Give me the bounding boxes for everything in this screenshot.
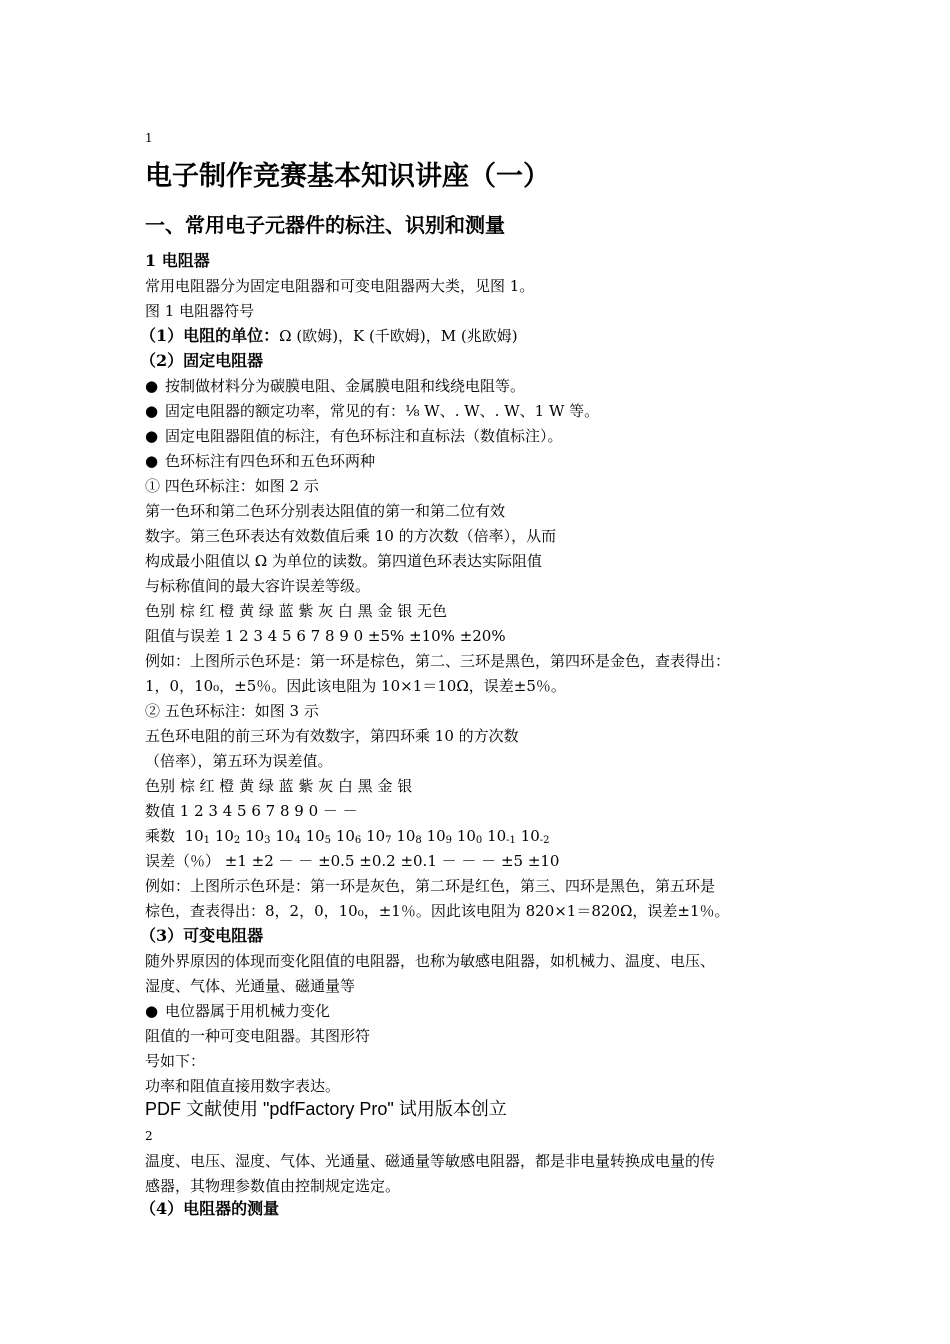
paragraph-line: 号如下： (145, 1052, 206, 1070)
five-band-heading: ② 五色环标注：如图 3 示 (145, 702, 319, 720)
example-line: 1，0，10₀，±5％。因此该电阻为 10×1＝10Ω，误差±5％。 (145, 677, 566, 695)
bullet-icon: ● (145, 377, 159, 395)
exponent: 4 (294, 835, 301, 846)
exponent: -2 (539, 835, 550, 846)
section-heading: 一、常用电子元器件的标注、识别和测量 (145, 213, 505, 237)
exponent: 0 (475, 835, 483, 846)
exponent: 9 (445, 835, 453, 846)
five-band-value-row: 数值 1 2 3 4 5 6 7 8 9 0 － － (145, 802, 358, 820)
exponent: 2 (233, 835, 241, 846)
fixed-resistor-heading: （2）固定电阻器 (140, 351, 264, 370)
bullet-item: ● 固定电阻器的额定功率，常见的有：⅛ W、. W、. W、1 W 等。 (145, 402, 600, 420)
document-title: 电子制作竞赛基本知识讲座（一） (145, 161, 550, 192)
five-band-tolerance-row: 误差（％） ±1 ±2 － － ±0.5 ±0.2 ±0.1 － － － ±5 ±10 (145, 852, 560, 870)
bullet-icon: ● (145, 402, 159, 420)
bullet-icon: ● (145, 1002, 159, 1020)
figure-caption: 图 1 电阻器符号 (145, 302, 255, 320)
intro-paragraph: 常用电阻器分为固定电阻器和可变电阻器两大类，见图 1。 (145, 277, 535, 295)
example-line: 例如：上图所示色环是：第一环是棕色，第二、三环是黑色，第四环是金色，查表得出： (145, 652, 731, 670)
bullet-item: ● 电位器属于用机械力变化 (145, 1002, 331, 1020)
unit-heading: （1）电阻的单位： (140, 326, 280, 345)
exponent: -1 (506, 835, 516, 846)
paragraph-line: 功率和阻值直接用数字表达。 (145, 1077, 341, 1095)
four-band-heading: ① 四色环标注：如图 2 示 (145, 477, 319, 495)
measurement-heading: （4）电阻器的测量 (140, 1199, 280, 1218)
paragraph-line: 湿度、气体、光通量、磁通量等 (145, 977, 356, 995)
exponent: 7 (385, 835, 392, 846)
paragraph-line: 随外界原因的体现而变化阻值的电阻器，也称为敏感电阻器，如机械力、温度、电压、 (145, 952, 716, 970)
subsection-heading-resistor: 1 电阻器 (145, 251, 210, 270)
bullet-item: ● 色环标注有四色环和五色环两种 (145, 452, 376, 470)
four-band-value-row: 阻值与误差 1 2 3 4 5 6 7 8 9 0 ±5% ±10% ±20% (145, 627, 506, 645)
page-number: 2 (145, 1129, 153, 1143)
four-band-color-row: 色别 棕 红 橙 黄 绿 蓝 紫 灰 白 黑 金 银 无色 (145, 602, 447, 620)
example-line: 棕色，查表得出：8，2，0，10₀，±1％。因此该电阻为 820×1＝820Ω，误差±1％。 (145, 902, 730, 920)
example-line: 例如：上图所示色环是：第一环是灰色，第二环是红色，第三、四环是黑色，第五环是 (145, 877, 716, 895)
exponent: 1 (203, 835, 211, 846)
five-band-multiplier-row: 乘数 $10_1$ $10_2$ $10_3$ $10_4$ $10_5$ $10_6$ $10_7$ $10_8$ $10_9$ $10_0$ $10_{-1}$ $10_{-2}$ (145, 827, 550, 846)
paragraph-line: 阻值的一种可变电阻器。其图形符 (145, 1027, 371, 1045)
variable-resistor-heading: （3）可变电阻器 (140, 926, 264, 945)
bullet-item: ● 固定电阻器阻值的标注，有色环标注和直标法（数值标注）。 (145, 427, 563, 445)
pdf-footer: PDF 文献使用 "pdfFactory Pro" 试用版本创立 (145, 1099, 507, 1119)
exponent: 6 (354, 835, 362, 846)
multiplier-label: 乘数 (145, 827, 176, 845)
paragraph-line: 感器，其物理参数值由控制规定选定。 (145, 1177, 401, 1195)
paragraph-line: （倍率），第五环为误差值。 (145, 752, 333, 770)
page-number: 1 (145, 131, 153, 145)
paragraph-line: 数字。第三色环表达有效数值后乘 10 的方次数（倍率），从而 (145, 527, 557, 545)
exponent: 5 (324, 835, 332, 846)
bullet-item: ● 按制做材料分为碳膜电阻、金属膜电阻和线绕电阻等。 (145, 377, 526, 395)
five-band-color-row: 色别 棕 红 橙 黄 绿 蓝 紫 灰 白 黑 金 银 (145, 777, 413, 795)
exponent: 8 (415, 835, 422, 846)
unit-line (140, 326, 518, 346)
bullet-icon: ● (145, 452, 159, 470)
paragraph-line: 温度、电压、湿度、气体、光通量、磁通量等敏感电阻器，都是非电量转换成电量的传 (145, 1152, 716, 1170)
paragraph-line: 五色环电阻的前三环为有效数字，第四环乘 10 的方次数 (145, 727, 519, 745)
unit-text: Ω (欧姆)，K (千欧姆)，M (兆欧姆) (279, 327, 518, 345)
exponent: 3 (264, 835, 271, 846)
paragraph-line: 第一色环和第二色环分别表达阻值的第一和第二位有效 (145, 502, 506, 520)
paragraph-line: 构成最小阻值以 Ω 为单位的读数。第四道色环表达实际阻值 (145, 552, 542, 570)
bullet-icon: ● (145, 427, 159, 445)
paragraph-line: 与标称值间的最大容许误差等级。 (145, 577, 371, 595)
